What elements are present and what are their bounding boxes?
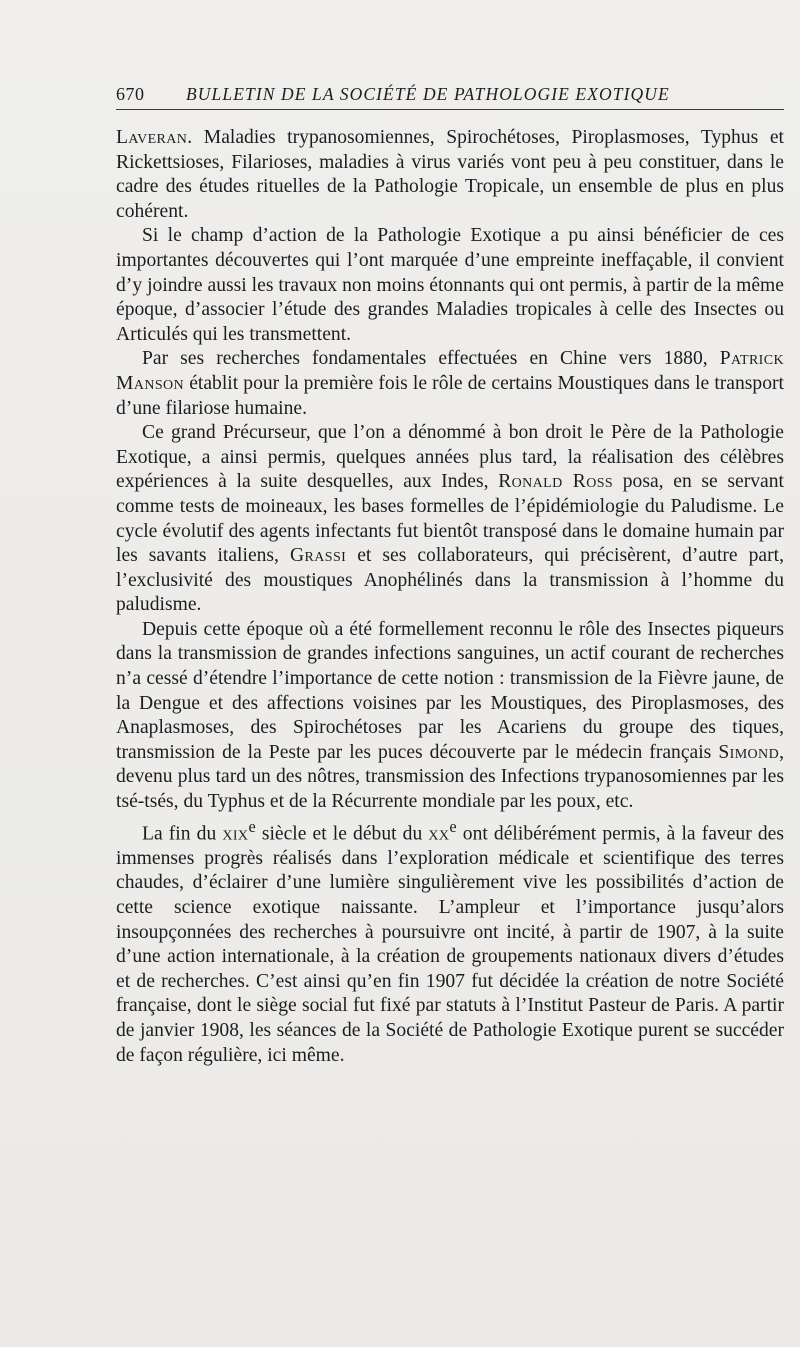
paragraph-6-text-a: La fin du <box>142 823 223 845</box>
paragraph-3-text-b: établit pour la première fois le rôle de certains Moustiques dans le transport d’une filariose humaine. <box>116 372 784 419</box>
paragraph-4-text-b: posa, en se servant comme tests de moineaux, les bases formelles de l’épidémiologie du Paludisme. Le cycle évolutif des agents infectants fut bientôt transposé dans le domaine humain par les savants italiens, <box>116 471 784 567</box>
paragraph-6 <box>116 815 784 1068</box>
paragraph-4-text-a: Ce grand Précurseur, que l’on a dénommé à bon droit le Père de la Pathologie Exotique, a ainsi permis, quelques années plus tard, la réalisation des célèbres expériences à la suite desquelles, aux Indes, <box>116 422 784 493</box>
paragraph-1 <box>116 126 784 224</box>
century-numeral-19: xix <box>222 823 249 845</box>
paragraph-5 <box>116 618 784 815</box>
paragraph-5-text-b: , devenu plus tard un des nôtres, transmission des Infections trypanosomiennes par les tsé-tsés, du Typhus et de la Récurrente mondiale par les poux, etc. <box>116 741 784 813</box>
paragraph-1-text: . Maladies trypanosomiennes, Spirochétoses, Piroplasmoses, Typhus et Rickettsioses, Filarioses, maladies à virus variés vont peu à peu constituer, dans le cadre des études rituelles de la Pathologie Tropicale, un ensemble de plus en plus cohérent. <box>116 127 784 222</box>
paragraph-2 <box>116 224 784 347</box>
paragraph-2-text: Si le champ d’action de la Pathologie Exotique a pu ainsi bénéficier de ces importantes découvertes qui l’ont marquée d’une empreinte ineffaçable, il convient d’y joindre aussi les travaux non moins étonnants qui ont permis, à partir de la même époque, d’associer l’étude des grandes Maladies tropicales à celle des Insectes ou Articulés qui les transmettent. <box>116 225 784 345</box>
body-text <box>116 126 784 1068</box>
author-name-simond: Simond <box>718 741 780 763</box>
author-name-ross: Ronald Ross <box>498 471 614 493</box>
century-numeral-20: xx <box>428 823 450 845</box>
page-number: 670 <box>116 84 145 104</box>
paragraph-4 <box>116 421 784 618</box>
century-suffix-20: e <box>449 816 457 836</box>
header-rule <box>116 109 784 110</box>
paragraph-6-text-b: siècle et le début du <box>255 823 429 845</box>
paragraph-3-text-a: Par ses recherches fondamentales effectuées en Chine vers 1880, <box>142 348 720 370</box>
author-name-grassi: Grassi <box>289 545 347 567</box>
paragraph-5-text-a: Depuis cette époque où a été formellement reconnu le rôle des Insectes piqueurs dans la transmission de grandes infections sanguines, un actif courant de recherches n’a cessé d’étendre l’importance de cette notion : transmission de la Fièvre jaune, de la Dengue et des affections voisines par les Moustiques, des Piroplasmoses, des Anaplasmoses, des Spirochétoses par les Acariens du groupe des tiques, transmission de la Peste par les puces découverte par le médecin français <box>116 618 784 763</box>
paragraph-4-text-c: et ses collaborateurs, qui précisèrent, d’autre part, l’exclusivité des moustiques Anophélinés dans la transmission à l’homme du paludisme. <box>116 545 784 616</box>
paragraph-3 <box>116 347 784 421</box>
century-suffix-19: e <box>248 816 256 836</box>
paragraph-6-text-c: ont délibérément permis, à la faveur des immenses progrès réalisés dans l’exploration médicale et scientifique des terres chaudes, d’éclairer d’une lumière singulièrement vive les possibilités d’action de cette science exotique naissante. L’ampleur et l’importance jusqu’alors insoupçonnées des recherches à poursuivre ont incité, à partir de 1907, à la suite d’une action internationale, à la création de groupements nationaux divers d’études et de recherches. C’est ainsi qu’en fin 1907 fut décidée la création de notre Société française, dont le siège social fut fixé par statuts à l’Institut Pasteur de Paris. A partir de janvier 1908, les séances de la Société de Pathologie Exotique purent se succéder de façon régulière, ici même. <box>116 823 784 1066</box>
running-title: BULLETIN DE LA SOCIÉTÉ DE PATHOLOGIE EXOTIQUE <box>186 84 670 104</box>
author-name-manson: Patrick Manson <box>116 348 784 394</box>
author-name-laveran: Laveran <box>116 127 188 148</box>
running-head <box>116 84 784 108</box>
